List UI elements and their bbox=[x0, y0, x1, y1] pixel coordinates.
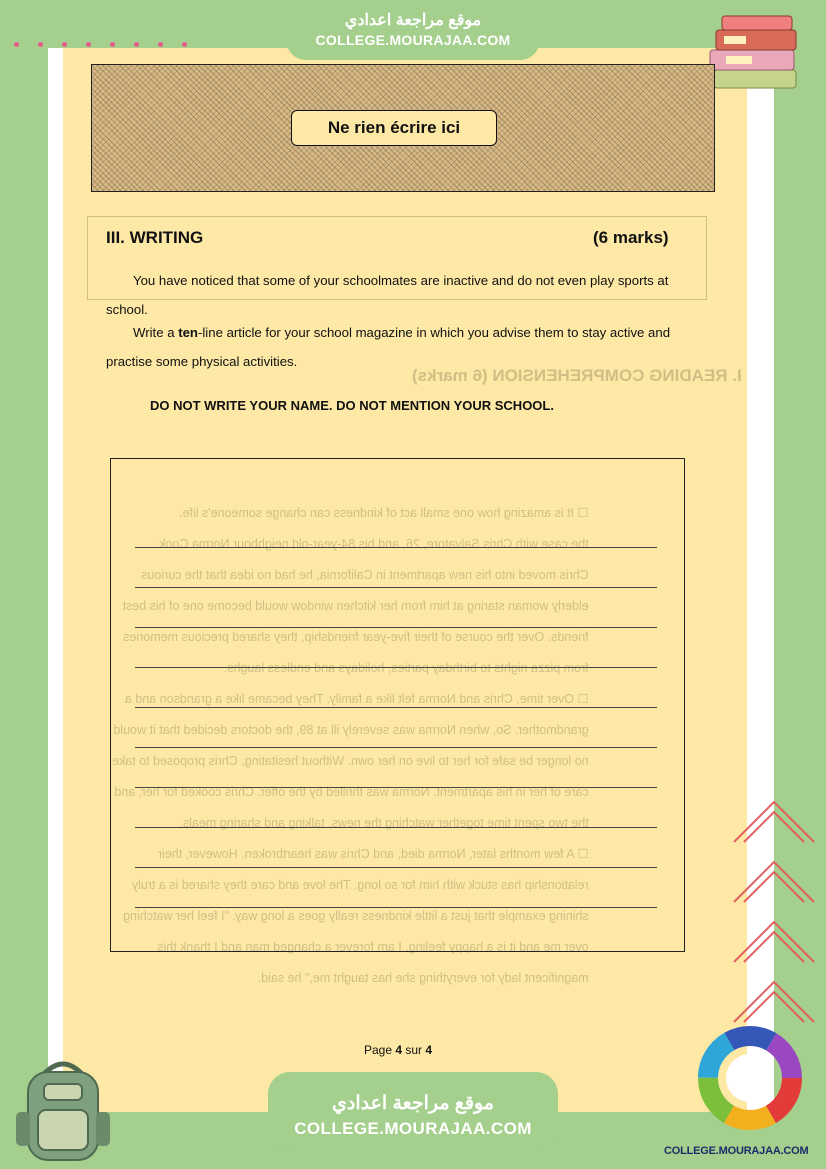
section-title: III. WRITING bbox=[106, 228, 204, 247]
decorative-dots bbox=[14, 42, 204, 54]
site-arabic-name-bottom: موقع مراجعة اعدادي bbox=[332, 1093, 494, 1114]
section-marks: (6 marks) bbox=[593, 228, 669, 247]
site-banner-bottom[interactable] bbox=[268, 1072, 558, 1152]
answer-line[interactable] bbox=[135, 747, 657, 748]
logo-caption: COLLEGE.MOURAJAA.COM bbox=[664, 1145, 809, 1157]
instruction-text: DO NOT WRITE YOUR NAME. DO NOT MENTION YOUR SCHOOL. bbox=[150, 398, 554, 413]
chevrons-decoration bbox=[726, 788, 822, 1028]
page-number bbox=[364, 1043, 432, 1057]
bleed-heading: I. READING COMPREHENSION (6 marks) bbox=[412, 366, 742, 385]
prompt-text-2a: Write a bbox=[133, 325, 179, 340]
answer-line[interactable] bbox=[135, 547, 657, 548]
answer-line[interactable] bbox=[135, 907, 657, 908]
footer-total: 4 bbox=[425, 1043, 433, 1057]
answer-line[interactable] bbox=[135, 787, 657, 788]
footer-mid: sur bbox=[402, 1043, 426, 1057]
footer-prefix: Page bbox=[364, 1043, 396, 1057]
books-icon bbox=[700, 12, 804, 94]
site-banner-top[interactable] bbox=[286, 0, 540, 60]
backpack-icon bbox=[14, 1054, 112, 1164]
answer-line[interactable] bbox=[135, 707, 657, 708]
no-write-label: Ne rien écrire ici bbox=[291, 110, 497, 146]
footer-page: 4 bbox=[395, 1043, 403, 1057]
site-url-bottom[interactable]: COLLEGE.MOURAJAA.COM bbox=[294, 1119, 532, 1138]
answer-line[interactable] bbox=[135, 827, 657, 828]
answer-line[interactable] bbox=[135, 627, 657, 628]
site-arabic-name: موقع مراجعة اعدادي bbox=[344, 12, 482, 29]
site-url[interactable]: COLLEGE.MOURAJAA.COM bbox=[315, 32, 511, 48]
prompt-text-2-bold: ten bbox=[178, 325, 198, 340]
answer-box[interactable] bbox=[110, 458, 685, 952]
answer-line[interactable] bbox=[135, 587, 657, 588]
site-logo-icon bbox=[694, 1022, 806, 1140]
prompt-text-2b: -line article for your school magazine in which you advise them to stay active and practise some physical activities. bbox=[106, 325, 671, 369]
prompt-paragraph-1 bbox=[106, 266, 686, 324]
answer-line[interactable] bbox=[135, 867, 657, 868]
prompt-text-1: You have noticed that some of your schoolmates are inactive and do not even play sports at school. bbox=[106, 273, 669, 317]
prompt-paragraph-2 bbox=[106, 318, 686, 376]
answer-line[interactable] bbox=[135, 667, 657, 668]
bleed-text-block: ☐ It is amazing how one small act of kindness can change someone's life. the case with Chris Salvatore, 26, and his 84-year-old neighbour Norma Cook. Chris moved into his new apartment in California, he had no idea that the curious elderly woman staring at him from her kitchen window would become one of his best friends. Over the course of their five-year friendship, they shared precious memories from pizza nights to birthday parties, holidays and endless laughs. ☐ Over time, Chris and Norma felt like a family. They became like a grandson and a grandmother. So, when Norma was severely ill at 89, the doctors decided that it would no longer be safe for her to live on her own. Without hesitating, Chris proposed to take care of her in his apartment. Norma was thrilled by the offer. Chris cooked for her, and the two spent time together watching the news, talking and sharing meals. ☐ A few months later, Norma died, and Chris was heartbroken. However, their relationship has stuck with him for so long. The love and care they shared is a truly shining example that just a little kindness really goes a long way. "I feel her watching over me and it is a happy feeling. I am forever a changed man and I thank this magnificent lady for everything she has taught me," he said. bbox=[112, 506, 589, 985]
